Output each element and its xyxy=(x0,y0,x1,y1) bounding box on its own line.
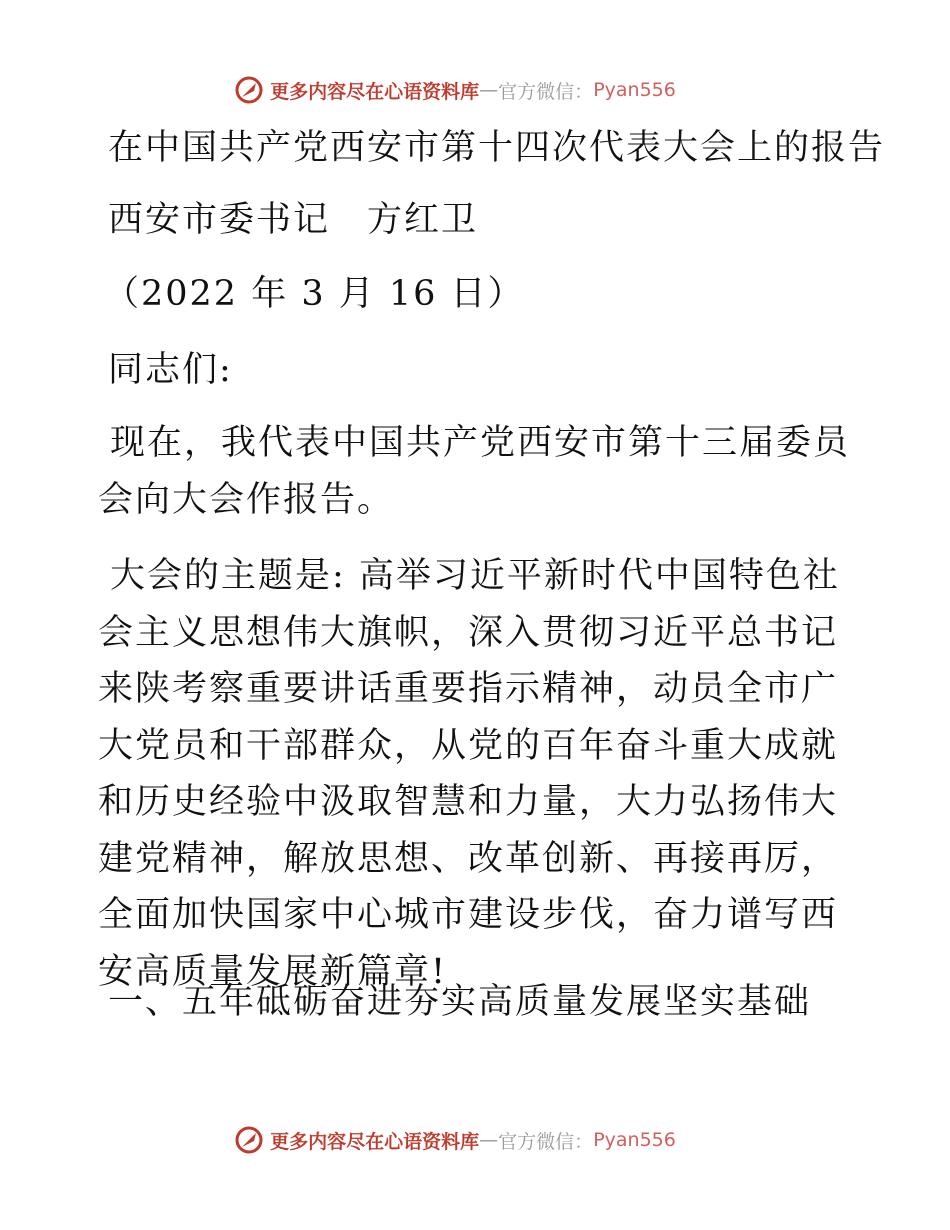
salutation: 同志们: xyxy=(108,350,233,390)
paragraph-intro: 现在，我代表中国共产党西安市第十三届委员会向大会作报告。 xyxy=(98,423,851,520)
watermark-dash: — xyxy=(479,79,499,101)
document-author: 西安市委书记 方红卫 xyxy=(108,200,479,240)
watermark-wechat-id: Pyan556 xyxy=(593,79,676,101)
watermark-label: 官方微信： xyxy=(498,80,594,103)
watermark-footer xyxy=(0,1120,950,1160)
document-date: （2022 年 3 月 16 日） xyxy=(104,274,525,314)
watermark-main-text: 更多内容尽在心语资料库 xyxy=(270,80,480,103)
watermark-dash: — xyxy=(479,1129,499,1151)
section-heading-1: 一、五年砥砺奋进夯实高质量发展坚实基础 xyxy=(108,982,812,1022)
paragraph-theme: 大会的主题是: 高举习近平新时代中国特色社会主义思想伟大旗帜，深入贯彻习近平总书记来陕考察重要讲话重要指示精神，动员全市广大党员和干部群众，从党的百年奋斗重大成就和历史经验中汲取智慧和力量，大力弘扬伟大建党精神，解放思想、改革创新、再接再厉，全面加快国家中心城市建设步伐，奋力谱写西安高质量发展新篇章! xyxy=(98,556,840,992)
watermark-header xyxy=(0,70,950,110)
quill-logo-icon xyxy=(234,75,264,105)
watermark-main-text: 更多内容尽在心语资料库 xyxy=(270,1130,480,1153)
watermark-wechat-id: Pyan556 xyxy=(593,1129,676,1151)
document-title: 在中国共产党西安市第十四次代表大会上的报告 xyxy=(108,128,886,168)
quill-logo-icon xyxy=(234,1125,264,1155)
watermark-label: 官方微信： xyxy=(498,1130,594,1153)
